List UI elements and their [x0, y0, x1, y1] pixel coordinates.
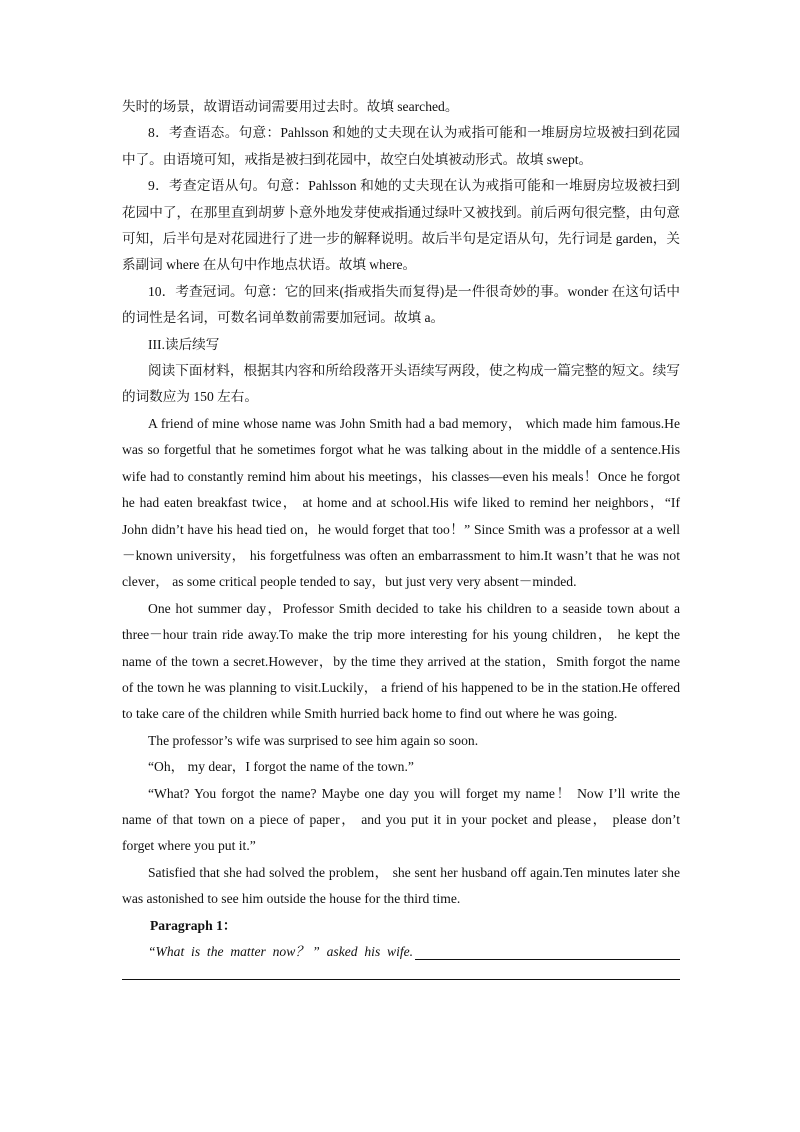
section-heading: III.读后续写 [148, 336, 220, 352]
explanation-7-tail: 失时的场景，故谓语动词需要用过去时。故填 searched。 [122, 99, 459, 114]
document-body [122, 94, 680, 980]
paragraph-1-opening [122, 939, 680, 965]
story-paragraph-3: The professor’s wife was surprised to see him again so soon. [148, 732, 479, 748]
explanation-9: 9．考查定语从句。句意：Pahlsson 和她的丈夫现在认为戒指可能和一堆厨房垃圾被扫到花园中了，在那里直到胡萝卜意外地发芽使戒指通过绿叶又被找到。前后两句很完整，由句意可知，后半句是对花园进行了进一步的解释说明。故后半句是定语从句，先行词是 garden，关系副词 where 在从句中作地点状语。故填 where。 [122, 178, 680, 273]
story-paragraph-1: A friend of mine whose name was John Smith had a bad memory， which made him famous.He was so forgetful that he sometimes forgot what he was talking about in the middle of a sentence.His wife had to constantly remind him about his meetings，his classes—even his meals！Once he forgot he had eaten breakfast twice， at home and at school.His wife liked to remind her neighbors，“If John didn’t have his head tied on，he would forget that too！” Since Smith was a professor at a well－known university， his forgetfulness was often an embarrassment to him.It wasn’t that he was not clever， as some critical people tended to say，but just very very absent－minded. [122, 415, 680, 590]
story-paragraph-4: “Oh， my dear，I forgot the name of the town.” [148, 759, 414, 775]
story-paragraph-5: “What? You forgot the name? Maybe one day you will forget my name！ Now I’ll write the name of that town on a piece of paper， and you put it in your pocket and please， please don’t forget where you put it.” [122, 785, 680, 854]
explanation-8: 8．考查语态。句意：Pahlsson 和她的丈夫现在认为戒指可能和一堆厨房垃圾被扫到花园中了。由语境可知，戒指是被扫到花园中，故空白处填被动形式。故填 swept。 [122, 125, 680, 167]
opening-line-text: “What is the matter now？ ” asked his wife. [148, 944, 414, 959]
section-instruction: 阅读下面材料，根据其内容和所给段落开头语续写两段，使之构成一篇完整的短文。续写的词数应为 150 左右。 [122, 363, 680, 405]
paragraph-1-label: Paragraph 1： [150, 917, 237, 933]
explanation-10: 10．考查冠词。句意：它的回来(指戒指失而复得)是一件很奇妙的事。wonder 在这句话中的词性是名词，可数名词单数前需要加冠词。故填 a。 [122, 283, 680, 326]
story-paragraph-6: Satisfied that she had solved the problem， she sent her husband off again.Ten minutes later she was astonished to see him outside the house for the third time. [122, 864, 680, 907]
writing-blank-inline[interactable] [415, 942, 680, 960]
writing-blank-line[interactable] [122, 965, 680, 980]
story-paragraph-2: One hot summer day，Professor Smith decided to take his children to a seaside town about a three－hour train ride away.To make the trip more interesting for his young children， he kept the name of the town a secret.However，by the time they arrived at the station，Smith forgot the name of the town he was planning to visit.Luckily， a friend of his happened to be in the station.He offered to take care of the children while Smith hurried back home to find out where he was going. [122, 600, 680, 722]
